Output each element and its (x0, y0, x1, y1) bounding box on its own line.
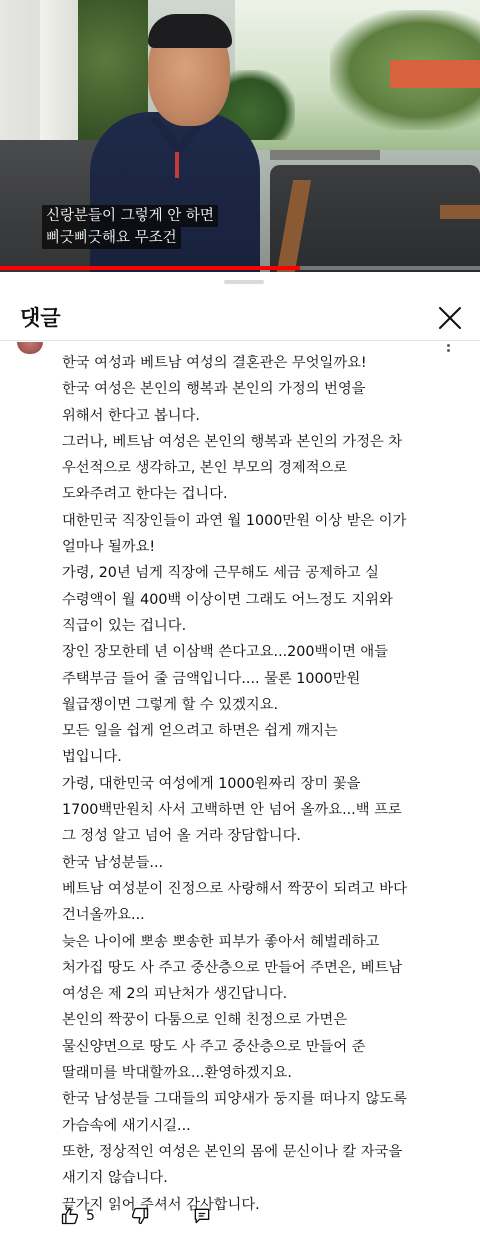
comment-line: 대한민국 직장인들이 과연 월 1000만원 이상 받은 이가 (62, 512, 407, 529)
comment-line: 1700백만원치 사서 고백하면 안 넘어 올까요...백 프로 (62, 802, 402, 819)
comment-line: 물신양면으로 땅도 사 주고 중산층으로 만들어 준 (62, 1038, 366, 1055)
comment-line: 한국 남성분들 그대들의 피양새가 둥지를 떠나지 않도록 (62, 1091, 407, 1108)
comment-text (62, 350, 454, 1218)
like-count: 5 (86, 1208, 95, 1224)
comment-line: 늦은 나이에 뽀송 뽀송한 피부가 좋아서 헤벌레하고 (62, 933, 380, 950)
video-progress-bar[interactable] (0, 266, 480, 270)
comment-line: 끝가지 읽어 주셔서 감사합니다. (62, 1196, 260, 1213)
comment-line: 법입니다. (62, 749, 122, 766)
comment-line: 처가집 땅도 사 주고 중산층으로 만들어 주면은, 베트남 (62, 959, 403, 976)
comment-line: 직급이 있는 겁니다. (62, 617, 187, 634)
comment-line: 가령, 20년 넘게 직장에 근무해도 세금 공제하고 실 (62, 565, 379, 582)
comment-line: 장인 장모한테 년 이삼백 쓴다고요...200백이면 애들 (62, 644, 389, 661)
close-icon[interactable] (434, 302, 466, 334)
video-background-table (270, 150, 380, 160)
comment-line: 그러나, 베트남 여성은 본인의 행복과 본인의 가정은 차 (62, 433, 403, 450)
comment-line: 모든 일을 쉽게 얻으려고 하면은 쉽게 깨지는 (62, 723, 338, 740)
comment-line: 주택부금 들어 줄 금액입니다.... 물론 1000만원 (62, 670, 361, 687)
avatar[interactable] (17, 342, 43, 354)
sheet-drag-handle[interactable] (224, 280, 264, 284)
comment-line: 도와주려고 한다는 겁니다. (62, 486, 228, 503)
video-player[interactable] (0, 0, 480, 272)
comments-panel (0, 272, 480, 1233)
comment-line: 베트남 여성분이 진정으로 사랑해서 짝꿍이 되려고 바다 (62, 880, 407, 897)
comment-line: 가령, 대한민국 여성에게 1000원짜리 장미 꽃을 (62, 775, 361, 792)
comment-line: 새기지 않습니다. (62, 1170, 168, 1187)
comment-line: 수령액이 월 400백 이상이면 그래도 어느정도 지위와 (62, 591, 393, 608)
thumbs-up-icon (60, 1206, 80, 1226)
comment-line: 월급쟁이면 그렇게 할 수 있겠지요. (62, 696, 279, 713)
comment-line: 위해서 한다고 봅니다. (62, 407, 200, 424)
video-progress-fill (0, 266, 300, 270)
comment-line: 얼마나 될까요! (62, 539, 156, 556)
video-background-roof (390, 60, 480, 88)
comment-line: 여성은 제 2의 피난처가 생긴답니다. (62, 986, 288, 1003)
video-speaker-hair (148, 14, 232, 48)
comment-line: 또한, 정상적인 여성은 본인의 몸에 문신이나 칼 자국을 (62, 1143, 403, 1160)
reply-icon (192, 1206, 212, 1226)
comment-line: 우선적으로 생각하고, 본인 부모의 경제적으로 (62, 460, 348, 477)
video-caption-line-1: 신랑분들이 그렇게 안 하면 (42, 205, 218, 227)
video-background-pillar (40, 0, 82, 150)
comment-actions (60, 1206, 280, 1226)
like-button[interactable] (60, 1206, 95, 1226)
comments-title: 댓글 (20, 306, 61, 330)
comment-line: 그 정성 알고 넘어 올 거라 장담합니다. (62, 828, 301, 845)
reply-button[interactable] (192, 1206, 212, 1226)
thumbs-down-icon (130, 1206, 150, 1226)
comment-line: 한국 여성과 베트남 여성의 결혼관은 무엇일까요! (62, 355, 367, 371)
comment-line: 한국 여성은 본인의 행복과 본인의 가정의 번영을 (62, 381, 366, 398)
header-divider (0, 340, 480, 341)
comment-line: 가슴속에 새기시길... (62, 1117, 191, 1134)
video-background-chair-arm (440, 205, 480, 219)
comment-line: 본인의 짝꿍이 다툼으로 인해 친정으로 가면은 (62, 1012, 348, 1029)
video-speaker-stripe (175, 152, 179, 178)
dislike-button[interactable] (130, 1206, 150, 1226)
comment-line: 딸래미를 박대할까요...환영하겠지요. (62, 1065, 292, 1082)
comment-line: 건너올까요... (62, 907, 145, 924)
video-caption-line-2: 삐긋삐긋해요 무조건 (42, 227, 181, 249)
comment-line: 한국 남성분들... (62, 854, 164, 871)
